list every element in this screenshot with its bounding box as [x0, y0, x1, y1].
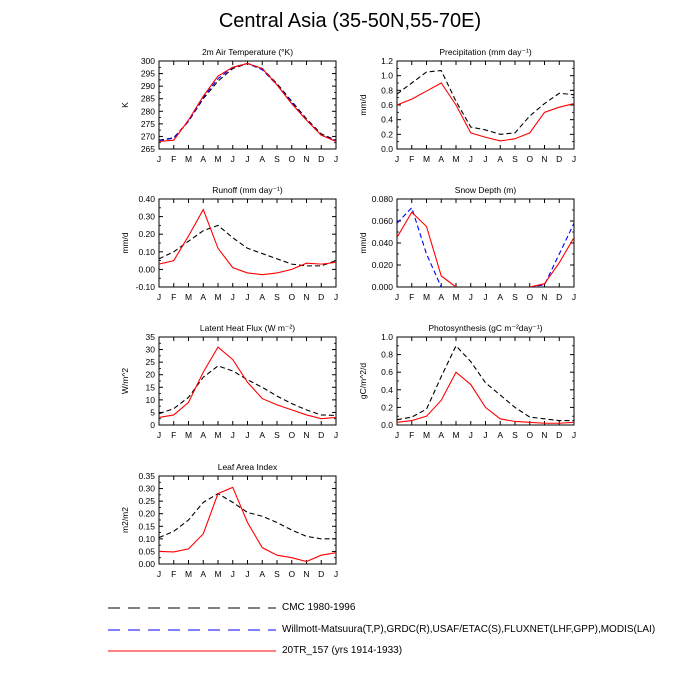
x-tick-label: F [409, 292, 415, 302]
plot-frame [159, 199, 336, 287]
series-line-cmc [159, 494, 336, 539]
x-tick-label: O [526, 430, 534, 440]
x-tick-label: J [483, 154, 488, 164]
plot-frame [397, 337, 574, 425]
y-tick-label: 25 [145, 357, 155, 368]
y-axis-label: mm/d [358, 232, 368, 254]
series-line-cmc [159, 225, 336, 265]
x-tick-label: A [200, 569, 207, 579]
x-tick-label: A [259, 430, 266, 440]
x-tick-label: J [230, 430, 235, 440]
x-tick-label: A [497, 154, 504, 164]
series-line-obs [159, 64, 336, 141]
x-tick-label: S [512, 154, 518, 164]
x-tick-label: J [245, 569, 250, 579]
panel-title: Precipitation (mm day⁻¹) [439, 47, 532, 57]
x-tick-label: M [214, 430, 222, 440]
x-tick-label: A [200, 292, 207, 302]
plot-frame [159, 476, 336, 564]
y-tick-label: 0.6 [381, 367, 393, 378]
legend-label: 20TR_157 (yrs 1914-1933) [282, 645, 403, 656]
y-axis-label: mm/d [358, 94, 368, 116]
y-tick-label: 1.2 [381, 56, 393, 66]
series-line-obs [530, 223, 574, 287]
y-tick-label: 285 [140, 93, 155, 104]
y-tick-label: 0.10 [138, 533, 155, 544]
y-axis-label: gC/m^2/d [358, 362, 368, 400]
chart-panel-6 [120, 462, 338, 579]
x-tick-label: N [541, 292, 548, 302]
y-tick-label: 0.00 [138, 264, 155, 275]
y-tick-label: 275 [140, 118, 155, 129]
page-title: Central Asia (35-50N,55-70E) [218, 10, 482, 32]
panel-title: Snow Depth (m) [454, 185, 517, 195]
y-tick-label: 0.000 [371, 282, 393, 292]
x-tick-label: S [274, 292, 280, 302]
x-tick-label: J [333, 569, 339, 579]
x-tick-label: O [526, 154, 534, 164]
legend-swatch [108, 623, 278, 637]
y-axis-label: W/m^2 [120, 367, 130, 395]
y-axis-label: mm/d [120, 232, 130, 254]
x-tick-label: F [171, 430, 177, 440]
y-tick-label: 0.4 [381, 114, 393, 125]
x-tick-label: N [303, 569, 310, 579]
x-tick-label: A [497, 292, 504, 302]
x-tick-label: J [156, 292, 162, 302]
series-line-model [397, 212, 456, 287]
x-tick-label: J [156, 569, 162, 579]
chart-panel-3 [358, 185, 576, 302]
y-tick-label: 0.25 [138, 496, 155, 507]
x-tick-label: J [333, 292, 339, 302]
x-tick-label: S [274, 430, 280, 440]
x-tick-label: N [303, 154, 310, 164]
x-tick-label: J [483, 430, 488, 440]
x-tick-label: A [438, 430, 445, 440]
x-tick-label: N [303, 430, 310, 440]
x-tick-label: J [156, 154, 162, 164]
x-tick-label: J [468, 154, 473, 164]
panel-title: 2m Air Temperature (°K) [201, 47, 294, 57]
x-tick-label: D [318, 292, 325, 302]
y-tick-label: 10 [145, 394, 155, 405]
y-tick-label: 0.6 [381, 100, 393, 110]
x-tick-label: F [409, 430, 415, 440]
x-tick-label: O [288, 292, 296, 302]
series-line-cmc [397, 71, 574, 135]
x-tick-label: J [156, 430, 162, 440]
plot-frame [159, 61, 336, 149]
x-tick-label: M [184, 569, 193, 579]
y-tick-label: 0.40 [138, 194, 155, 204]
x-tick-label: M [452, 154, 460, 164]
y-tick-label: 0.05 [138, 546, 155, 557]
series-line-model [530, 238, 574, 288]
x-tick-label: M [214, 569, 222, 579]
y-tick-label: 0.8 [381, 349, 393, 360]
chart-panel-0 [120, 47, 338, 164]
x-tick-label: J [483, 292, 488, 302]
x-tick-label: N [541, 154, 548, 164]
series-line-cmc [397, 346, 574, 421]
x-tick-label: O [288, 154, 296, 164]
y-tick-label: 0.00 [138, 559, 155, 569]
x-tick-label: F [171, 569, 177, 579]
x-tick-label: A [259, 569, 266, 579]
y-tick-label: 0.080 [371, 194, 393, 204]
panel-title: Photosynthesis (gC m⁻²day⁻¹) [428, 323, 543, 333]
x-tick-label: M [214, 292, 222, 302]
y-tick-label: 0.10 [138, 246, 155, 257]
panel-title: Runoff (mm day⁻¹) [212, 185, 283, 195]
y-tick-label: 0.30 [138, 211, 155, 222]
x-tick-label: S [274, 154, 280, 164]
x-tick-label: J [394, 430, 400, 440]
x-tick-label: J [230, 569, 235, 579]
x-tick-label: S [512, 430, 518, 440]
x-tick-label: J [230, 292, 235, 302]
series-line-model [159, 487, 336, 561]
x-tick-label: M [184, 292, 193, 302]
x-tick-label: A [438, 154, 445, 164]
x-tick-label: J [333, 154, 339, 164]
x-tick-label: S [274, 569, 280, 579]
x-tick-label: D [318, 569, 325, 579]
chart-panel-4 [120, 323, 338, 440]
y-tick-label: 15 [145, 382, 155, 393]
chart-panel-5 [358, 323, 576, 440]
y-tick-label: 0.0 [381, 144, 393, 154]
y-tick-label: 0.2 [381, 129, 393, 140]
y-tick-label: 0.20 [138, 229, 155, 240]
x-tick-label: M [452, 430, 460, 440]
x-tick-label: J [245, 292, 250, 302]
y-tick-label: 280 [140, 106, 155, 117]
y-tick-label: 35 [145, 332, 155, 342]
series-line-model [159, 64, 336, 142]
series-line-model [159, 210, 336, 275]
y-tick-label: 0.060 [371, 216, 393, 226]
chart-panel-1 [358, 47, 576, 164]
y-tick-label: 1.0 [381, 332, 393, 342]
x-tick-label: J [571, 154, 577, 164]
x-tick-label: J [230, 154, 235, 164]
y-tick-label: 0.20 [138, 508, 155, 519]
x-tick-label: J [571, 430, 577, 440]
y-tick-label: 295 [140, 68, 155, 79]
y-tick-label: 300 [140, 56, 155, 66]
x-tick-label: O [526, 292, 534, 302]
y-tick-label: 0.2 [381, 402, 393, 413]
x-tick-label: F [171, 292, 177, 302]
y-tick-label: 30 [145, 344, 155, 355]
x-tick-label: J [394, 292, 400, 302]
x-tick-label: D [318, 154, 325, 164]
series-line-cmc [159, 64, 336, 141]
x-tick-label: N [303, 292, 310, 302]
panel-title: Leaf Area Index [217, 462, 278, 472]
y-tick-label: 290 [140, 81, 155, 92]
x-tick-label: J [245, 430, 250, 440]
x-tick-label: J [571, 292, 577, 302]
legend-label: Willmott-Matsuura(T,P),GRDC(R),USAF/ETAC(S),FLUXNET(LHF,GPP),MODIS(LAI) [282, 624, 656, 635]
x-tick-label: A [497, 430, 504, 440]
x-tick-label: A [200, 154, 207, 164]
x-tick-label: M [184, 430, 193, 440]
legend-label: CMC 1980-1996 [282, 602, 356, 613]
x-tick-label: M [422, 154, 431, 164]
x-tick-label: F [409, 154, 415, 164]
x-tick-label: S [512, 292, 518, 302]
x-tick-label: J [245, 154, 250, 164]
x-tick-label: F [171, 154, 177, 164]
y-tick-label: -0.10 [135, 282, 155, 292]
y-tick-label: 20 [145, 369, 155, 380]
series-line-model [159, 347, 336, 419]
y-tick-label: 0.040 [371, 238, 393, 248]
series-line-cmc [159, 366, 336, 416]
series-line-model [397, 83, 574, 141]
x-tick-label: A [259, 154, 266, 164]
y-tick-label: 0.4 [381, 384, 393, 395]
y-tick-label: 0 [150, 420, 155, 430]
panel-title: Latent Heat Flux (W m⁻²) [199, 323, 296, 333]
x-tick-label: D [556, 292, 563, 302]
x-tick-label: M [184, 154, 193, 164]
y-axis-label: m2/m2 [120, 507, 130, 533]
x-tick-label: J [394, 154, 400, 164]
x-tick-label: O [288, 569, 296, 579]
x-tick-label: O [288, 430, 296, 440]
x-tick-label: N [541, 430, 548, 440]
y-tick-label: 0.30 [138, 483, 155, 494]
legend-swatch [108, 644, 278, 658]
x-tick-label: D [556, 430, 563, 440]
y-tick-label: 0.15 [138, 521, 155, 532]
x-tick-label: M [422, 292, 431, 302]
series-line-model [397, 372, 574, 423]
x-tick-label: A [259, 292, 266, 302]
chart-panel-2 [120, 185, 338, 302]
x-tick-label: M [452, 292, 460, 302]
x-tick-label: D [556, 154, 563, 164]
y-tick-label: 0.020 [371, 260, 393, 270]
legend-swatch [108, 601, 278, 615]
y-tick-label: 0.35 [138, 471, 155, 481]
x-tick-label: M [422, 430, 431, 440]
x-tick-label: D [318, 430, 325, 440]
y-tick-label: 1.0 [381, 70, 393, 81]
x-tick-label: A [200, 430, 207, 440]
y-tick-label: 265 [140, 144, 155, 154]
x-tick-label: J [333, 430, 339, 440]
y-tick-label: 270 [140, 131, 155, 142]
y-axis-label: K [120, 102, 130, 108]
x-tick-label: A [438, 292, 445, 302]
y-tick-label: 0.8 [381, 85, 393, 96]
x-tick-label: J [468, 292, 473, 302]
x-tick-label: J [468, 430, 473, 440]
x-tick-label: M [214, 154, 222, 164]
y-tick-label: 0.0 [381, 420, 393, 430]
y-tick-label: 5 [150, 407, 155, 418]
plot-frame [159, 337, 336, 425]
